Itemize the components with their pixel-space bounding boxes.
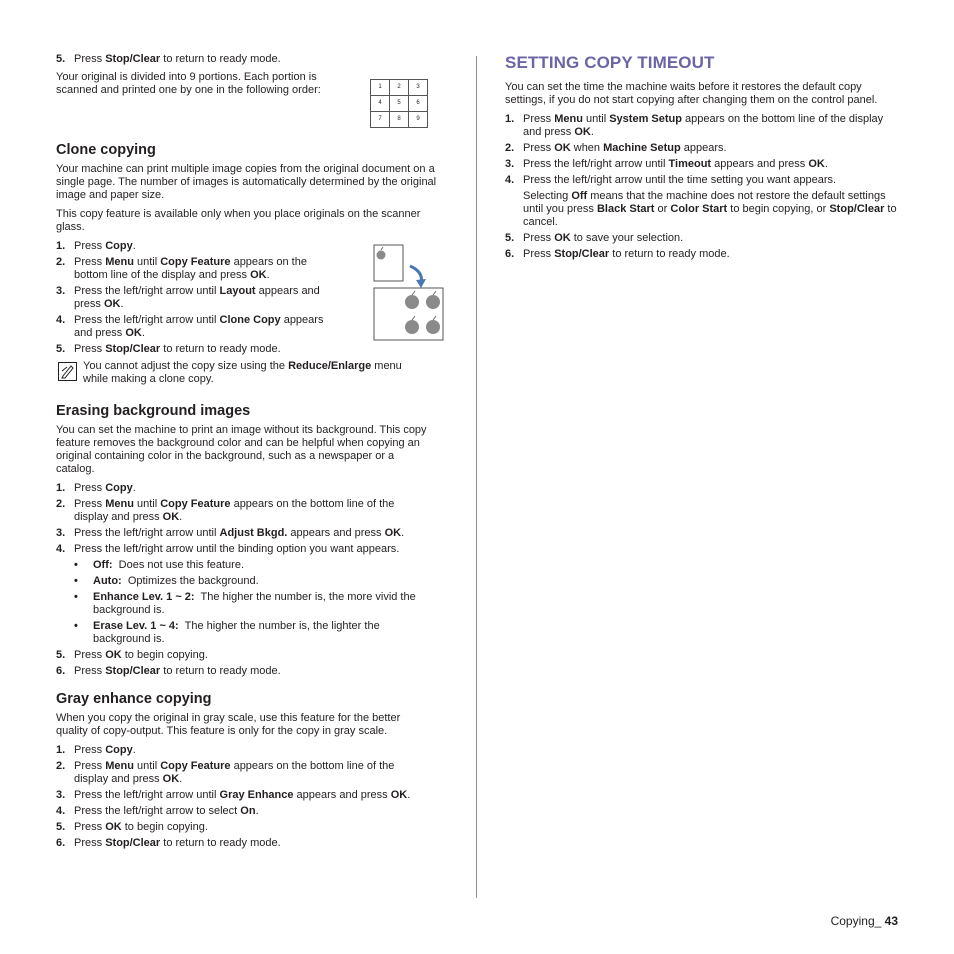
left-column bbox=[56, 53, 452, 853]
grid-cell: 5 bbox=[390, 96, 409, 112]
step: 4. Press the left/right arrow until the time setting you want appears. bbox=[505, 174, 837, 186]
page-footer bbox=[831, 915, 898, 928]
grid-cell: 2 bbox=[390, 80, 409, 96]
step: 1. Press Copy. bbox=[56, 240, 136, 252]
step: 2. Press Menu until Copy Feature appears on the bottom line of the display and press OK. bbox=[56, 256, 307, 281]
page-number: 43 bbox=[884, 914, 898, 928]
step: 4. Press the left/right arrow to select On. bbox=[56, 805, 259, 817]
paragraph: You can set the time the machine waits before it restores the default copy settings, if you do not start copying after changing them on the control panel. bbox=[505, 81, 878, 106]
right-column bbox=[505, 53, 897, 264]
step: 5. Press OK to save your selection. bbox=[505, 232, 684, 244]
step: 4. Press the left/right arrow until Clone Copy appears and press OK. bbox=[56, 314, 324, 339]
section-heading: Clone copying bbox=[56, 142, 156, 158]
paragraph: Your original is divided into 9 portions. Each portion is scanned and printed one by one in the following order: bbox=[56, 71, 321, 96]
section-heading: Erasing background images bbox=[56, 403, 251, 419]
grid-cell: 1 bbox=[371, 80, 390, 96]
bullet-item: • Off: Does not use this feature. bbox=[74, 559, 245, 571]
page-section-title: SETTING COPY TIMEOUT bbox=[505, 53, 715, 72]
step: 6. Press Stop/Clear to return to ready mode. bbox=[56, 837, 281, 849]
section-heading: Gray enhance copying bbox=[56, 691, 212, 707]
step: 5. Press Stop/Clear to return to ready mode. bbox=[56, 53, 281, 65]
bullet-item: • Erase Lev. 1 ~ 4: The higher the number is, the lighter the background is. bbox=[74, 620, 383, 645]
step: 2. Press OK when Machine Setup appears. bbox=[505, 142, 727, 154]
grid-cell: 7 bbox=[371, 112, 390, 128]
grid-cell: 8 bbox=[390, 112, 409, 128]
step: 3. Press the left/right arrow until Gray Enhance appears and press OK. bbox=[56, 789, 411, 801]
step: 3. Press the left/right arrow until Layout appears and press OK. bbox=[56, 285, 320, 310]
step: 5. Press OK to begin copying. bbox=[56, 649, 208, 661]
footer-label: Copying_ bbox=[830, 914, 885, 928]
step: 5. Press Stop/Clear to return to ready mode. bbox=[56, 343, 281, 355]
grid-cell: 4 bbox=[371, 96, 390, 112]
column-divider bbox=[476, 56, 477, 898]
step: 6. Press Stop/Clear to return to ready mode. bbox=[505, 248, 730, 260]
step: 1. Press Menu until System Setup appears on the bottom line of the display and press OK. bbox=[505, 113, 884, 138]
step: 4. Press the left/right arrow until the binding option you want appears. bbox=[56, 543, 400, 555]
step: 1. Press Copy. bbox=[56, 744, 136, 756]
step: 3. Press the left/right arrow until Timeout appears and press OK. bbox=[505, 158, 828, 170]
note-pencil-icon bbox=[58, 362, 77, 381]
step: 2. Press Menu until Copy Feature appears on the bottom line of the display and press OK. bbox=[56, 498, 395, 523]
paragraph: When you copy the original in gray scale, use this feature for the better quality of copy-output. This feature is only for the copy in gray scale. bbox=[56, 712, 401, 737]
paragraph: This copy feature is available only when you place originals on the scanner glass. bbox=[56, 208, 421, 233]
note: You cannot adjust the copy size using the Reduce/Enlarge menu while making a clone copy. bbox=[56, 360, 428, 386]
bullet-item: • Enhance Lev. 1 ~ 2: The higher the number is, the more vivid the background is. bbox=[74, 591, 419, 616]
bullet-item: • Auto: Optimizes the background. bbox=[74, 575, 259, 587]
step: 2. Press Menu until Copy Feature appears on the bottom line of the display and press OK. bbox=[56, 760, 395, 785]
step: 5. Press OK to begin copying. bbox=[56, 821, 208, 833]
step: 6. Press Stop/Clear to return to ready mode. bbox=[56, 665, 281, 677]
grid-cell: 3 bbox=[409, 80, 428, 96]
step: 1. Press Copy. bbox=[56, 482, 136, 494]
step-detail: Selecting Off means that the machine does not restore the default settings until you press Black Start or Color Start to begin copying, or Stop/Clear to cancel. bbox=[523, 190, 897, 228]
grid-cell: 9 bbox=[409, 112, 428, 128]
grid-cell: 6 bbox=[409, 96, 428, 112]
paragraph: You can set the machine to print an image without its background. This copy feature removes the background color and can be helpful when copying an original containing color in the background, such as a newspaper or a catalog. bbox=[56, 424, 427, 475]
step: 3. Press the left/right arrow until Adjust Bkgd. appears and press OK. bbox=[56, 527, 405, 539]
paragraph: Your machine can print multiple image copies from the original document on a single page. The number of images is automatically determined by the original image and paper size. bbox=[56, 163, 437, 201]
